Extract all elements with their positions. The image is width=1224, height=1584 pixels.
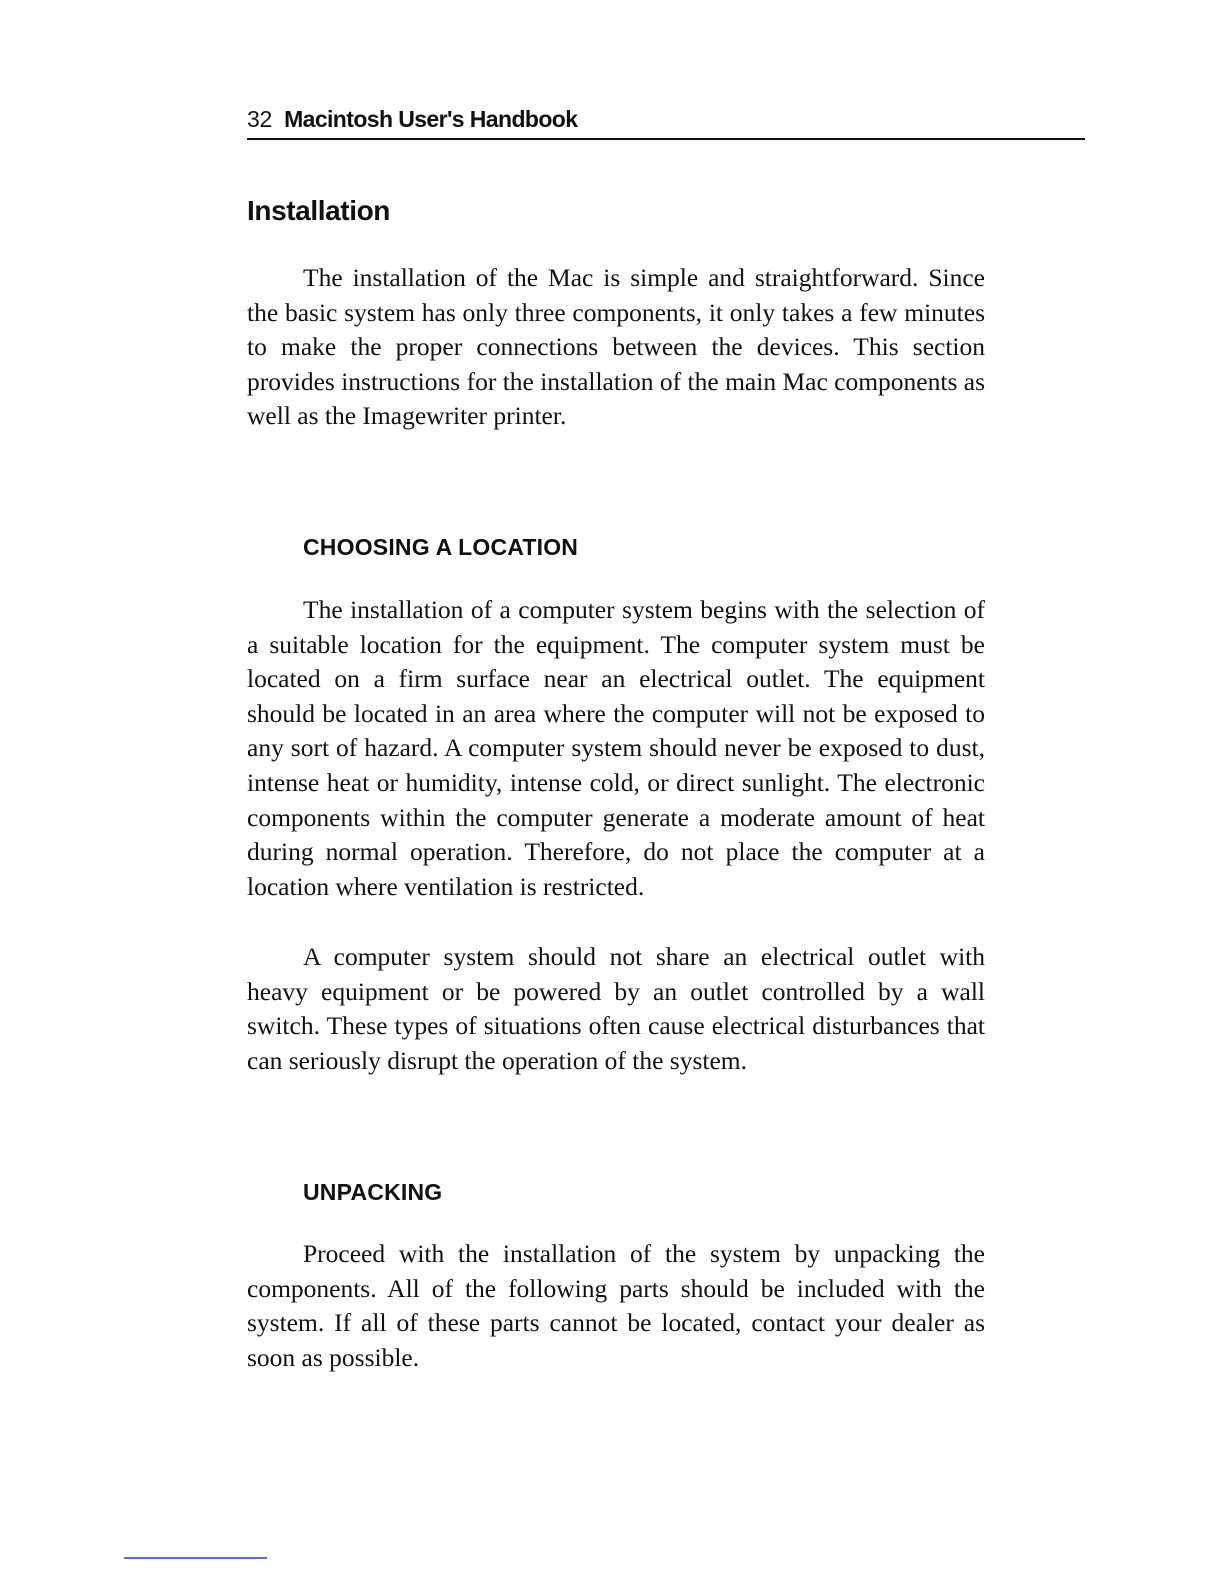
book-title: Macintosh User's Handbook: [284, 106, 578, 132]
intro-paragraph: The installation of the Mac is simple and straightforward. Since the basic system has only three components, it only takes a few minutes to make the proper connections between the devices. This section provides instructions for the installation of the main Mac components as well as the Imagewriter printer.: [247, 263, 985, 431]
unpacking-paragraph: Proceed with the installation of the system by unpacking the components. All of the following parts should be included with the system. If all of these parts cannot be located, contact your dealer as soon as possible.: [247, 1239, 985, 1372]
choosing-location-paragraph-2: A computer system should not share an electrical outlet with heavy equipment or be powered by an outlet controlled by a wall switch. These types of situations often cause electrical disturbances that can seriously disrupt the operation of the system.: [247, 942, 985, 1075]
choosing-location-paragraph-1: The installation of a computer system begins with the selection of a suitable location for the equipment. The computer system must be located on a firm surface near an electrical outlet. The equipment should be located in an area where the computer will not be exposed to any sort of hazard. A computer system should never be exposed to dust, intense heat or humidity, intense cold, or direct sunlight. The electronic components within the computer generate a moderate amount of heat during normal operation. Therefore, do not place the computer at a location where ventilation is restricted.: [247, 595, 985, 901]
footer-rule: [124, 1557, 267, 1559]
section-title: Installation: [247, 195, 390, 226]
subheading-unpacking: UNPACKING: [303, 1179, 443, 1205]
page-number: 32: [247, 106, 272, 132]
subheading-choosing-location: CHOOSING A LOCATION: [303, 534, 579, 560]
running-header: [247, 104, 1085, 140]
